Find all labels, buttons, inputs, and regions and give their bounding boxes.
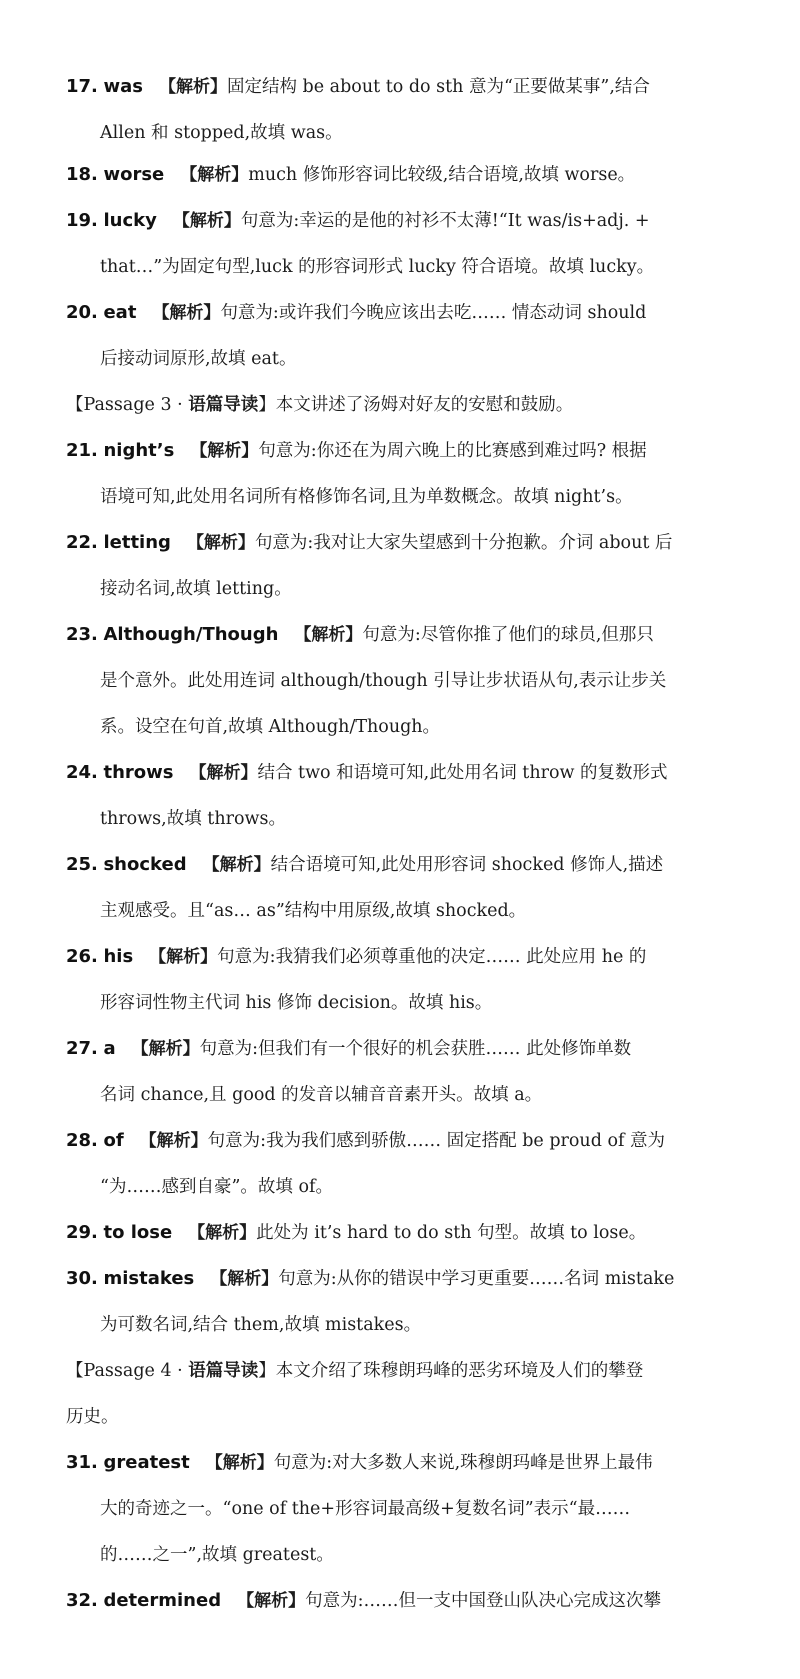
- question-number: 31.: [66, 1452, 98, 1473]
- answer-word: of: [103, 1130, 124, 1151]
- analysis-text-cont: 接动名词,故填 letting。: [100, 579, 292, 599]
- answer-entry-28: [66, 1118, 766, 1210]
- question-number: 20.: [66, 302, 98, 323]
- analysis-text: 句意为:从你的错误中学习更重要……名词 mistake: [278, 1269, 675, 1289]
- question-number: 21.: [66, 440, 98, 461]
- analysis-tag: 【解析】: [189, 763, 258, 783]
- analysis-tag: 【解析】: [139, 1131, 208, 1151]
- analysis-text: 句意为:我为我们感到骄傲…… 固定搭配 be proud of 意为: [207, 1131, 666, 1151]
- question-number: 32.: [66, 1590, 98, 1611]
- analysis-text-cont: 系。设空在句首,故填 Although/Though。: [100, 717, 441, 737]
- analysis-text: 固定结构 be about to do sth 意为“正要做某事”,结合: [226, 77, 650, 97]
- answer-word: Although/Though: [103, 624, 279, 645]
- passage-open: 【Passage 4 ·: [66, 1361, 189, 1381]
- answer-word: to lose: [103, 1222, 173, 1243]
- answer-entry-26: [66, 934, 766, 1026]
- answer-entry-30: [66, 1256, 766, 1348]
- question-number: 26.: [66, 946, 98, 967]
- passage-summary-cont: 历史。: [66, 1407, 119, 1427]
- question-number: 17.: [66, 76, 98, 97]
- question-number: 27.: [66, 1038, 98, 1059]
- analysis-tag: 【解析】: [210, 1269, 279, 1289]
- analysis-text-cont: 后接动词原形,故填 eat。: [100, 349, 297, 369]
- analysis-tag: 【解析】: [190, 441, 259, 461]
- passage-open: 【Passage 3 ·: [66, 395, 189, 415]
- analysis-tag: 【解析】: [205, 1453, 274, 1473]
- analysis-text: 句意为:……但一支中国登山队决心完成这次攀: [305, 1591, 661, 1611]
- answer-entry-25: [66, 842, 766, 934]
- analysis-text-cont: 是个意外。此处用连词 although/though 引导让步状语从句,表示让步关: [100, 671, 667, 691]
- analysis-tag: 【解析】: [180, 165, 249, 185]
- analysis-text: 句意为:对大多数人来说,珠穆朗玛峰是世界上最伟: [273, 1453, 653, 1473]
- question-number: 30.: [66, 1268, 98, 1289]
- answer-entry-18: [66, 152, 766, 198]
- analysis-tag: 【解析】: [149, 947, 218, 967]
- question-number: 24.: [66, 762, 98, 783]
- question-number: 18.: [66, 164, 98, 185]
- analysis-text: 句意为:尽管你推了他们的球员,但那只: [362, 625, 654, 645]
- analysis-text-cont: 形容词性物主代词 his 修饰 decision。故填 his。: [100, 993, 493, 1013]
- answer-entry-20: [66, 290, 766, 382]
- analysis-text-cont: throws,故填 throws。: [100, 809, 286, 829]
- analysis-tag: 【解析】: [294, 625, 363, 645]
- passage-guide-label: 语篇导读: [188, 1361, 259, 1381]
- analysis-text-cont: 大的奇迹之一。“one of the+形容词最高级+复数名词”表示“最……: [100, 1499, 631, 1519]
- passage-close: 】: [258, 1361, 276, 1381]
- analysis-text-cont: that…”为固定句型,luck 的形容词形式 lucky 符合语境。故填 lucky。: [100, 257, 655, 277]
- analysis-text: 此处为 it’s hard to do sth 句型。故填 to lose。: [256, 1223, 647, 1243]
- analysis-text: 句意为:但我们有一个很好的机会获胜…… 此处修饰单数: [199, 1039, 632, 1059]
- answer-entry-19: [66, 198, 766, 290]
- analysis-tag: 【解析】: [158, 77, 227, 97]
- answer-word: lucky: [103, 210, 157, 231]
- analysis-text: 句意为:你还在为周六晚上的比赛感到难过吗? 根据: [258, 441, 647, 461]
- analysis-tag: 【解析】: [152, 303, 221, 323]
- answer-word: eat: [103, 302, 137, 323]
- answer-entry-22: [66, 520, 766, 612]
- analysis-tag: 【解析】: [202, 855, 271, 875]
- analysis-tag: 【解析】: [186, 533, 255, 553]
- answer-word: determined: [103, 1590, 222, 1611]
- analysis-text-cont: 的……之一”,故填 greatest。: [100, 1545, 334, 1565]
- answer-entry-24: [66, 750, 766, 842]
- passage-close: 】: [258, 395, 276, 415]
- answer-entry-27: [66, 1026, 766, 1118]
- analysis-text-cont: 语境可知,此处用名词所有格修饰名词,且为单数概念。故填 night’s。: [100, 487, 633, 507]
- answer-word: shocked: [103, 854, 187, 875]
- answer-entry-17: [66, 64, 766, 156]
- passage-summary: 本文介绍了珠穆朗玛峰的恶劣环境及人们的攀登: [275, 1361, 644, 1381]
- answer-word: throws: [103, 762, 174, 783]
- question-number: 29.: [66, 1222, 98, 1243]
- answer-word: mistakes: [103, 1268, 195, 1289]
- analysis-text: 句意为:幸运的是他的衬衫不太薄!“It was/is+adj. +: [240, 211, 650, 231]
- answer-entry-23: [66, 612, 766, 750]
- passage-summary: 本文讲述了汤姆对好友的安慰和鼓励。: [275, 395, 574, 415]
- answer-word: was: [103, 76, 143, 97]
- answer-entry-32: [66, 1578, 766, 1624]
- question-number: 25.: [66, 854, 98, 875]
- analysis-text-cont: 主观感受。且“as… as”结构中用原级,故填 shocked。: [100, 901, 527, 921]
- question-number: 23.: [66, 624, 98, 645]
- question-number: 22.: [66, 532, 98, 553]
- answer-entry-29: [66, 1210, 766, 1256]
- passage-guide-label: 语篇导读: [188, 395, 259, 415]
- analysis-text-cont: 名词 chance,且 good 的发音以辅音音素开头。故填 a。: [100, 1085, 543, 1105]
- answer-entry-31: [66, 1440, 766, 1578]
- question-number: 28.: [66, 1130, 98, 1151]
- passage-4-intro: [66, 1348, 766, 1440]
- answer-word: his: [103, 946, 134, 967]
- analysis-text: 句意为:或许我们今晚应该出去吃…… 情态动词 should: [220, 303, 647, 323]
- passage-3-intro: [66, 382, 766, 428]
- analysis-text: much 修饰形容词比较级,结合语境,故填 worse。: [248, 165, 636, 185]
- answer-word: greatest: [103, 1452, 190, 1473]
- analysis-text-cont: “为……感到自豪”。故填 of。: [100, 1177, 333, 1197]
- question-number: 19.: [66, 210, 98, 231]
- analysis-text: 句意为:我猜我们必须尊重他的决定…… 此处应用 he 的: [217, 947, 647, 967]
- analysis-tag: 【解析】: [172, 211, 241, 231]
- answer-word: letting: [103, 532, 171, 553]
- answer-word: worse: [103, 164, 165, 185]
- answer-word: a: [103, 1038, 116, 1059]
- analysis-text-cont: 为可数名词,结合 them,故填 mistakes。: [100, 1315, 422, 1335]
- analysis-tag: 【解析】: [131, 1039, 200, 1059]
- analysis-text: 结合 two 和语境可知,此处用名词 throw 的复数形式: [257, 763, 668, 783]
- analysis-text: 句意为:我对让大家失望感到十分抱歉。介词 about 后: [254, 533, 673, 553]
- analysis-text: 结合语境可知,此处用形容词 shocked 修饰人,描述: [270, 855, 664, 875]
- analysis-tag: 【解析】: [188, 1223, 257, 1243]
- analysis-tag: 【解析】: [237, 1591, 306, 1611]
- answer-entry-21: [66, 428, 766, 520]
- answer-word: night’s: [103, 440, 175, 461]
- analysis-text-cont: Allen 和 stopped,故填 was。: [100, 123, 343, 143]
